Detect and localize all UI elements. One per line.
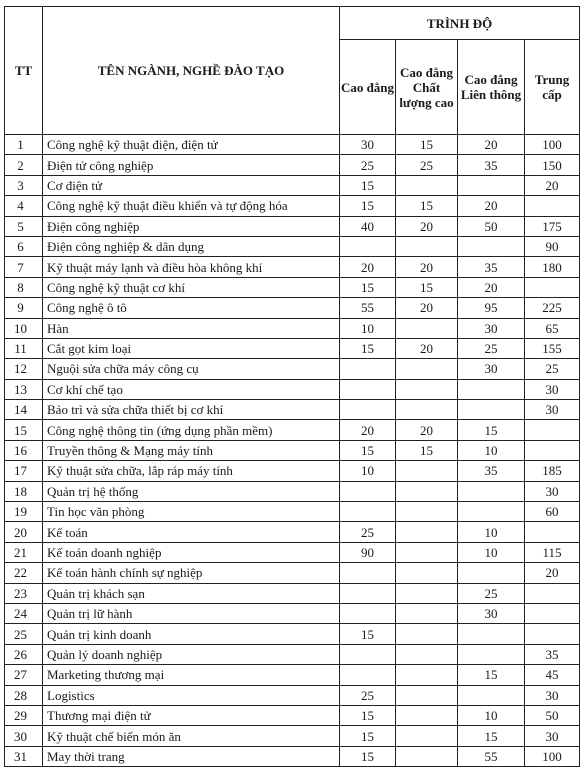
quota-trung-cap: 115 [525,542,580,562]
quota-cao-dang-clc [396,746,458,766]
quota-trung-cap [525,440,580,460]
quota-cao-dang-lien-thong: 20 [458,135,525,155]
table-row [5,359,580,379]
table-row [5,400,580,420]
quota-cao-dang-lien-thong: 10 [458,440,525,460]
header-cao-dang-clc: Cao đẳng Chất lượng cao [396,40,458,135]
quota-cao-dang-clc [396,318,458,338]
quota-cao-dang-clc [396,542,458,562]
quota-trung-cap: 25 [525,359,580,379]
row-number: 5 [5,216,43,236]
program-name: Kỹ thuật sửa chữa, lắp ráp máy tính [43,461,340,481]
quota-trung-cap: 30 [525,379,580,399]
quota-cao-dang: 40 [340,216,396,236]
header-cao-dang-lien-thong: Cao đẳng Liên thông [458,40,525,135]
program-name: Quản trị kinh doanh [43,624,340,644]
quota-cao-dang-lien-thong: 35 [458,257,525,277]
quota-cao-dang [340,481,396,501]
quota-trung-cap: 90 [525,236,580,256]
row-number: 21 [5,542,43,562]
program-name: Điện công nghiệp [43,216,340,236]
row-number: 26 [5,644,43,664]
quota-cao-dang-clc [396,583,458,603]
program-name: Nguội sửa chữa máy công cụ [43,359,340,379]
quota-cao-dang-clc [396,624,458,644]
header-level-group: TRÌNH ĐỘ [340,7,580,40]
quota-trung-cap: 30 [525,481,580,501]
table-row [5,257,580,277]
program-name: Kỹ thuật chế biến món ăn [43,726,340,746]
quota-cao-dang-lien-thong: 10 [458,705,525,725]
program-name: Quản lý doanh nghiệp [43,644,340,664]
quota-cao-dang: 25 [340,155,396,175]
quota-cao-dang-clc: 15 [396,440,458,460]
table-row [5,603,580,623]
quota-cao-dang: 20 [340,257,396,277]
quota-cao-dang: 20 [340,420,396,440]
quota-trung-cap [525,624,580,644]
quota-cao-dang-lien-thong: 20 [458,277,525,297]
quota-cao-dang-lien-thong [458,624,525,644]
row-number: 25 [5,624,43,644]
program-name: Kế toán [43,522,340,542]
program-name: Bảo trì và sửa chữa thiết bị cơ khí [43,400,340,420]
program-name: Truyền thông & Mạng máy tính [43,440,340,460]
quota-cao-dang [340,236,396,256]
quota-cao-dang-clc: 15 [396,277,458,297]
program-name: Công nghệ thông tin (ứng dụng phần mềm) [43,420,340,440]
quota-cao-dang: 90 [340,542,396,562]
quota-cao-dang-clc [396,522,458,542]
quota-trung-cap: 30 [525,400,580,420]
program-name: Công nghệ kỹ thuật cơ khí [43,277,340,297]
program-name: May thời trang [43,746,340,766]
quota-trung-cap: 155 [525,338,580,358]
quota-cao-dang [340,603,396,623]
table-row [5,624,580,644]
quota-cao-dang-clc: 20 [396,216,458,236]
row-number: 16 [5,440,43,460]
quota-cao-dang-lien-thong: 15 [458,665,525,685]
quota-cao-dang-lien-thong: 30 [458,359,525,379]
program-name: Điện công nghiệp & dân dụng [43,236,340,256]
table-row [5,685,580,705]
row-number: 29 [5,705,43,725]
quota-cao-dang-lien-thong [458,685,525,705]
training-table [4,6,580,767]
quota-cao-dang-lien-thong: 15 [458,726,525,746]
table-row [5,440,580,460]
row-number: 10 [5,318,43,338]
quota-cao-dang [340,665,396,685]
quota-cao-dang [340,583,396,603]
quota-cao-dang-lien-thong: 25 [458,583,525,603]
table-row [5,175,580,195]
quota-cao-dang-clc: 20 [396,420,458,440]
quota-cao-dang-lien-thong: 30 [458,603,525,623]
quota-trung-cap: 60 [525,502,580,522]
table-row [5,583,580,603]
header-tt: TT [5,7,43,135]
quota-cao-dang-lien-thong: 55 [458,746,525,766]
quota-trung-cap [525,603,580,623]
quota-trung-cap: 30 [525,726,580,746]
quota-cao-dang-lien-thong: 95 [458,298,525,318]
table-row [5,379,580,399]
program-name: Công nghệ ô tô [43,298,340,318]
row-number: 14 [5,400,43,420]
quota-cao-dang-clc [396,644,458,664]
program-name: Marketing thương mại [43,665,340,685]
program-name: Kế toán doanh nghiệp [43,542,340,562]
table-row [5,277,580,297]
quota-cao-dang: 15 [340,440,396,460]
row-number: 15 [5,420,43,440]
table-row [5,522,580,542]
quota-trung-cap [525,277,580,297]
row-number: 22 [5,563,43,583]
row-number: 9 [5,298,43,318]
quota-cao-dang-clc: 20 [396,338,458,358]
quota-cao-dang-lien-thong: 30 [458,318,525,338]
program-name: Quản trị hệ thống [43,481,340,501]
quota-cao-dang-clc [396,481,458,501]
quota-cao-dang-clc [396,665,458,685]
program-name: Quản trị khách sạn [43,583,340,603]
quota-cao-dang-clc [396,175,458,195]
quota-trung-cap: 180 [525,257,580,277]
quota-trung-cap: 20 [525,175,580,195]
program-name: Điện tử công nghiệp [43,155,340,175]
quota-cao-dang-clc [396,236,458,256]
quota-trung-cap: 35 [525,644,580,664]
program-name: Công nghệ kỹ thuật điều khiển và tự động hóa [43,196,340,216]
program-name: Kỹ thuật máy lạnh và điều hòa không khí [43,257,340,277]
quota-cao-dang-clc [396,461,458,481]
quota-trung-cap: 100 [525,135,580,155]
quota-cao-dang-lien-thong: 35 [458,155,525,175]
quota-cao-dang-lien-thong: 15 [458,420,525,440]
quota-cao-dang-clc [396,705,458,725]
quota-cao-dang-lien-thong: 20 [458,196,525,216]
quota-cao-dang-lien-thong: 25 [458,338,525,358]
header-name: TÊN NGÀNH, NGHỀ ĐÀO TẠO [43,7,340,135]
quota-cao-dang-lien-thong [458,236,525,256]
quota-cao-dang-lien-thong [458,563,525,583]
quota-cao-dang: 30 [340,135,396,155]
quota-cao-dang-lien-thong: 10 [458,542,525,562]
row-number: 30 [5,726,43,746]
quota-cao-dang: 15 [340,338,396,358]
quota-cao-dang [340,563,396,583]
table-row [5,502,580,522]
table-row [5,461,580,481]
quota-cao-dang [340,502,396,522]
table-row [5,665,580,685]
quota-trung-cap: 65 [525,318,580,338]
program-name: Thương mại điện tử [43,705,340,725]
table-row [5,542,580,562]
row-number: 24 [5,603,43,623]
table-row [5,420,580,440]
quota-trung-cap: 100 [525,746,580,766]
program-name: Logistics [43,685,340,705]
program-name: Cơ điện tử [43,175,340,195]
row-number: 11 [5,338,43,358]
row-number: 20 [5,522,43,542]
quota-cao-dang [340,359,396,379]
table-row [5,155,580,175]
quota-cao-dang-lien-thong [458,502,525,522]
row-number: 4 [5,196,43,216]
quota-cao-dang-clc [396,379,458,399]
table-row [5,216,580,236]
table-row [5,196,580,216]
program-name: Cắt gọt kim loại [43,338,340,358]
quota-trung-cap: 150 [525,155,580,175]
row-number: 13 [5,379,43,399]
quota-trung-cap [525,522,580,542]
program-name: Kế toán hành chính sự nghiệp [43,563,340,583]
row-number: 19 [5,502,43,522]
quota-cao-dang: 15 [340,196,396,216]
quota-cao-dang: 15 [340,705,396,725]
quota-trung-cap: 225 [525,298,580,318]
quota-cao-dang: 15 [340,277,396,297]
quota-trung-cap: 175 [525,216,580,236]
quota-cao-dang-clc [396,359,458,379]
quota-cao-dang-clc: 20 [396,298,458,318]
quota-cao-dang: 10 [340,461,396,481]
quota-cao-dang-clc [396,685,458,705]
row-number: 12 [5,359,43,379]
quota-cao-dang-clc [396,603,458,623]
quota-trung-cap: 45 [525,665,580,685]
row-number: 27 [5,665,43,685]
table-row [5,644,580,664]
quota-cao-dang: 55 [340,298,396,318]
quota-cao-dang: 15 [340,175,396,195]
quota-cao-dang-clc [396,726,458,746]
quota-cao-dang-lien-thong: 35 [458,461,525,481]
program-name: Cơ khí chế tạo [43,379,340,399]
table-row [5,236,580,256]
header-cao-dang: Cao đẳng [340,40,396,135]
table-row [5,298,580,318]
row-number: 17 [5,461,43,481]
quota-cao-dang-clc [396,400,458,420]
row-number: 2 [5,155,43,175]
table-row [5,563,580,583]
program-name: Tin học văn phòng [43,502,340,522]
row-number: 3 [5,175,43,195]
table-row [5,481,580,501]
row-number: 6 [5,236,43,256]
quota-cao-dang: 10 [340,318,396,338]
quota-cao-dang-lien-thong [458,400,525,420]
quota-cao-dang: 15 [340,726,396,746]
quota-cao-dang-lien-thong [458,481,525,501]
quota-cao-dang-clc [396,563,458,583]
quota-cao-dang-lien-thong: 10 [458,522,525,542]
table-body [5,135,580,767]
quota-cao-dang-clc: 20 [396,257,458,277]
quota-trung-cap [525,196,580,216]
quota-cao-dang-lien-thong [458,379,525,399]
row-number: 18 [5,481,43,501]
quota-cao-dang-clc [396,502,458,522]
quota-cao-dang: 15 [340,746,396,766]
quota-cao-dang [340,400,396,420]
table-row [5,726,580,746]
row-number: 28 [5,685,43,705]
program-name: Công nghệ kỹ thuật điện, điện tử [43,135,340,155]
quota-trung-cap [525,583,580,603]
quota-cao-dang: 15 [340,624,396,644]
quota-cao-dang: 25 [340,522,396,542]
quota-trung-cap [525,420,580,440]
table-row [5,318,580,338]
quota-cao-dang-lien-thong [458,175,525,195]
quota-cao-dang-clc: 15 [396,135,458,155]
header-trung-cap: Trung cấp [525,40,580,135]
quota-cao-dang-clc: 15 [396,196,458,216]
program-name: Hàn [43,318,340,338]
quota-trung-cap: 30 [525,685,580,705]
quota-cao-dang-lien-thong [458,644,525,664]
row-number: 1 [5,135,43,155]
table-row [5,746,580,766]
quota-cao-dang-clc: 25 [396,155,458,175]
program-name: Quản trị lữ hành [43,603,340,623]
table-row [5,135,580,155]
row-number: 31 [5,746,43,766]
quota-trung-cap: 20 [525,563,580,583]
row-number: 8 [5,277,43,297]
row-number: 23 [5,583,43,603]
quota-trung-cap: 50 [525,705,580,725]
quota-cao-dang: 25 [340,685,396,705]
quota-cao-dang [340,644,396,664]
row-number: 7 [5,257,43,277]
quota-trung-cap: 185 [525,461,580,481]
table-row [5,338,580,358]
table-row [5,705,580,725]
quota-cao-dang-lien-thong: 50 [458,216,525,236]
quota-cao-dang [340,379,396,399]
